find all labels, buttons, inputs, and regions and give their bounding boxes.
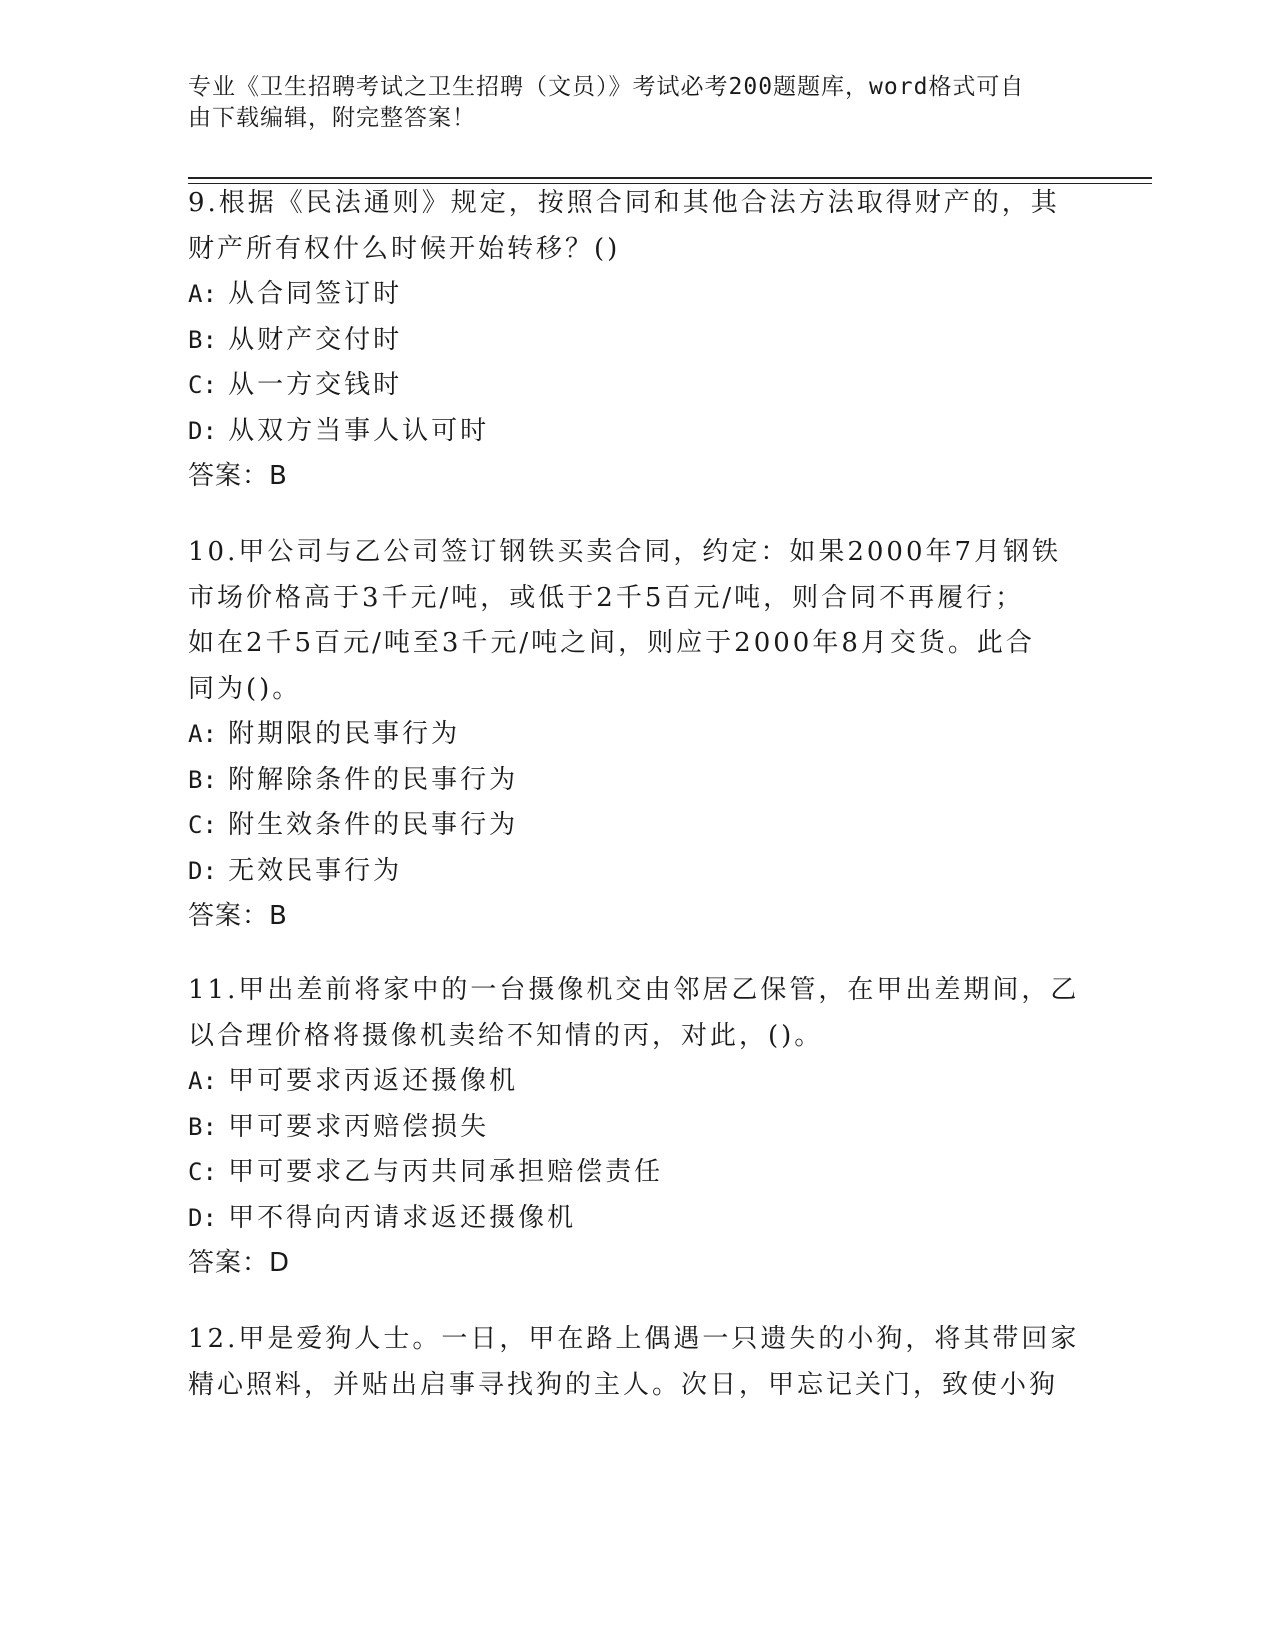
answer-line: 答案：B	[188, 461, 288, 491]
header-line-2: 由下载编辑，附完整答案！	[188, 105, 476, 131]
option-text: 附生效条件的民事行为	[228, 810, 519, 840]
option-letter: A:	[188, 1067, 217, 1095]
option-a	[188, 712, 1068, 758]
option-d	[188, 849, 1068, 895]
question-10	[188, 530, 1068, 940]
answer-line: 答案：B	[188, 901, 288, 931]
option-text: 从双方当事人认可时	[228, 415, 490, 446]
option-letter: B:	[188, 765, 217, 794]
question-stem-line: 同为()。	[188, 673, 302, 704]
option-text: 附解除条件的民事行为	[228, 764, 519, 795]
option-letter: C:	[188, 371, 217, 399]
option-text: 从一方交钱时	[228, 370, 403, 400]
question-stem-line: 以合理价格将摄像机卖给不知情的丙，对此，()。	[188, 1020, 824, 1051]
option-b	[188, 318, 1068, 364]
question-stem-line: 10.甲公司与乙公司签订钢铁买卖合同，约定：如果2000年7月钢铁	[188, 537, 1062, 567]
question-stem-line: 12.甲是爱狗人士。一日，甲在路上偶遇一只遗失的小狗，将其带回家	[188, 1324, 1080, 1354]
option-text: 甲可要求丙赔偿损失	[228, 1111, 490, 1142]
option-letter: C:	[188, 811, 217, 839]
question-stem-line: 财产所有权什么时候开始转移？()	[188, 233, 621, 264]
option-text: 从财产交付时	[228, 324, 403, 355]
option-letter: D:	[188, 1203, 217, 1232]
option-d	[188, 1196, 1068, 1242]
option-letter: A:	[188, 720, 217, 748]
option-text: 无效民事行为	[228, 855, 403, 886]
question-stem-line: 11.甲出差前将家中的一台摄像机交由邻居乙保管，在甲出差期间，乙	[188, 975, 1080, 1005]
option-a	[188, 272, 1068, 318]
option-text: 甲可要求乙与丙共同承担赔偿责任	[228, 1157, 664, 1187]
option-text: 附期限的民事行为	[228, 719, 461, 749]
option-b	[188, 1105, 1068, 1151]
header-line-1: 专业《卫生招聘考试之卫生招聘（文员）》考试必考200题题库，word格式可自	[188, 74, 1025, 100]
option-d	[188, 409, 1068, 455]
option-c	[188, 803, 1068, 849]
option-letter: D:	[188, 416, 217, 445]
option-a	[188, 1059, 1068, 1105]
option-text: 甲可要求丙返还摄像机	[228, 1066, 519, 1096]
question-stem-line: 市场价格高于3千元/吨，或低于2千5百元/吨，则合同不再履行；	[188, 582, 1025, 613]
option-letter: D:	[188, 856, 217, 885]
question-12	[188, 1317, 1080, 1408]
question-stem-line: 9.根据《民法通则》规定，按照合同和其他合法方法取得财产的，其	[188, 188, 1060, 218]
question-stem-line: 如在2千5百元/吨至3千元/吨之间，则应于2000年8月交货。此合	[188, 628, 1035, 658]
option-letter: B:	[188, 1112, 217, 1141]
answer-line: 答案：D	[188, 1248, 291, 1278]
question-stem-line: 精心照料，并贴出启事寻找狗的主人。次日，甲忘记关门，致使小狗	[188, 1369, 1059, 1400]
header-divider-thick	[188, 177, 1152, 179]
option-letter: B:	[188, 325, 217, 354]
option-letter: A:	[188, 280, 217, 308]
option-text: 甲不得向丙请求返还摄像机	[228, 1202, 577, 1233]
question-11	[188, 968, 1080, 1287]
option-c	[188, 363, 1068, 409]
option-c	[188, 1150, 1068, 1196]
option-text: 从合同签订时	[228, 279, 403, 309]
document-header	[188, 72, 1068, 134]
option-letter: C:	[188, 1158, 217, 1186]
option-b	[188, 758, 1068, 804]
question-9	[188, 181, 1068, 500]
